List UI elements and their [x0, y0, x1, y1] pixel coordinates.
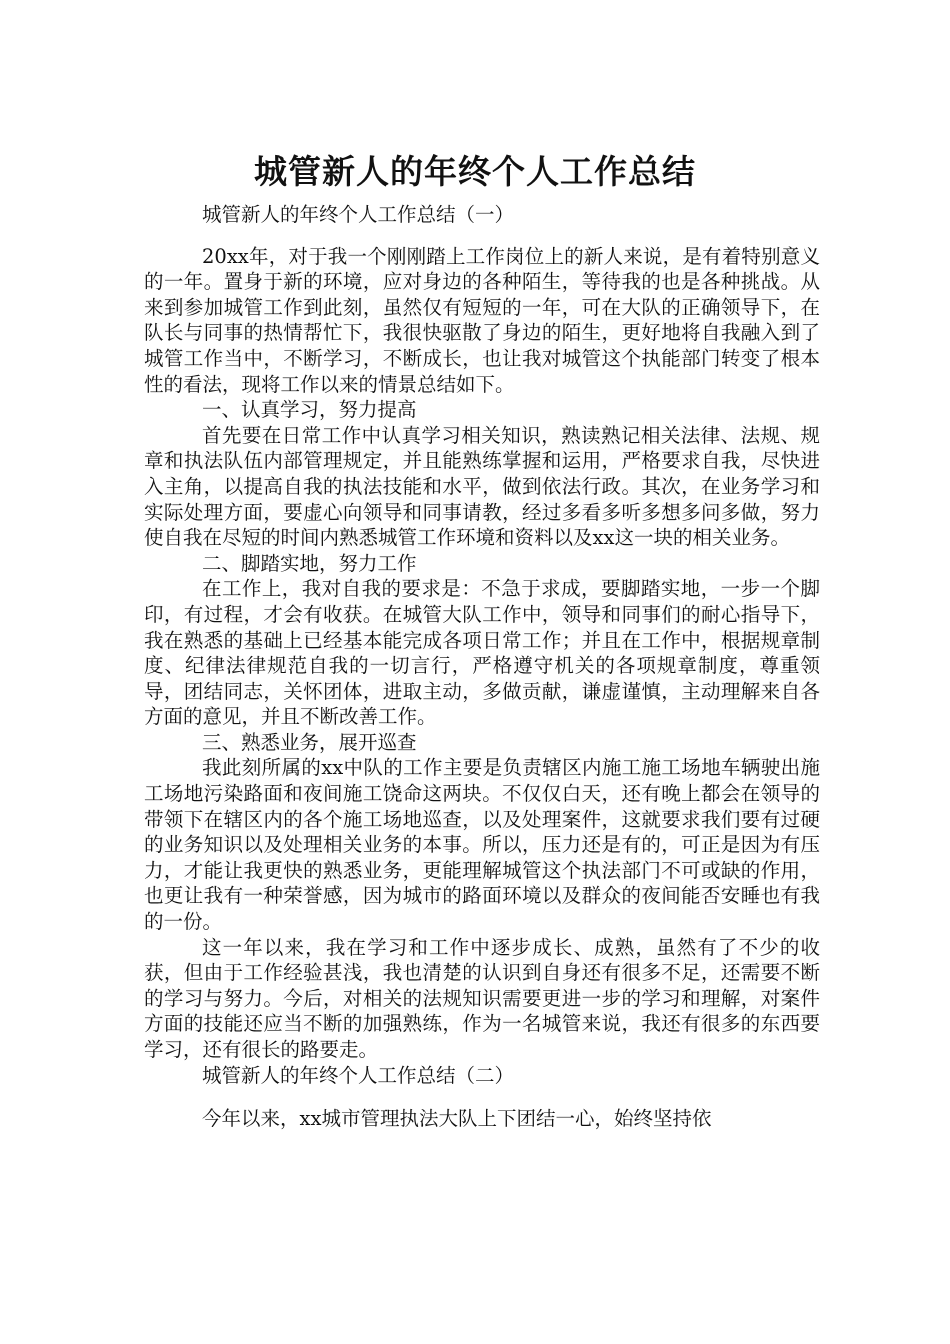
paragraph: 这一年以来，我在学习和工作中逐步成长、成熟，虽然有了不少的收获，但由于工作经验甚浅，我也清楚的认识到自身还有很多不足，还需要不断的学习与努力。今后，对相关的法规知识需要更进一步的学习和理解，对案件方面的技能还应当不断的加强熟练，作为一名城管来说，我还有很多的东西要学习，还有很长的路要走。	[144, 935, 820, 1061]
document-body	[144, 196, 820, 1132]
paragraph: 首先要在日常工作中认真学习相关知识，熟读熟记相关法律、法规、规章和执法队伍内部管理规定，并且能熟练掌握和运用，严格要求自我，尽快进入主角，以提高自我的执法技能和水平，做到依法行政。其次，在业务学习和实际处理方面，要虚心向领导和同事请教，经过多看多听多想多问多做，努力使自我在尽短的时间内熟悉城管工作环境和资料以及xx这一块的相关业务。	[144, 423, 820, 550]
section-subtitle: 城管新人的年终个人工作总结（一）	[202, 203, 515, 226]
section-heading: 二、脚踏实地，努力工作	[202, 551, 417, 575]
section-heading: 三、熟悉业务，展开巡查	[202, 730, 417, 754]
paragraph: 我此刻所属的xx中队的工作主要是负责辖区内施工施工场地车辆驶出施工场地污染路面和夜间施工饶命这两块。不仅仅白天，还有晚上都会在领导的带领下在辖区内的各个施工场地巡查，以及处理案件，这就要求我们要有过硬的业务知识以及处理相关业务的本事。所以，压力还是有的，可正是因为有压力，才能让我更快的熟悉业务，更能理解城管这个执法部门不可或缺的作用，也更让我有一种荣誉感，因为城市的路面环境以及群众的夜间能否安睡也有我的一份。	[144, 756, 820, 934]
paragraph: 20xx年，对于我一个刚刚踏上工作岗位上的新人来说，是有着特别意义的一年。置身于新的环境，应对身边的各种陌生，等待我的也是各种挑战。从来到参加城管工作到此刻，虽然仅有短短的一年，可在大队的正确领导下，在队长与同事的热情帮忙下，我很快驱散了身边的陌生，更好地将自我融入到了城管工作当中，不断学习，不断成长，也让我对城管这个执能部门转变了根本性的看法，现将工作以来的情景总结如下。	[144, 244, 820, 396]
section-heading: 一、认真学习，努力提高	[202, 398, 417, 422]
document-title: 城管新人的年终个人工作总结	[254, 152, 696, 192]
paragraph: 今年以来，xx城市管理执法大队上下团结一心，始终坚持依	[202, 1107, 712, 1131]
paragraph: 在工作上，我对自我的要求是：不急于求成，要脚踏实地，一步一个脚印，有过程，才会有收获。在城管大队工作中，领导和同事们的耐心指导下，我在熟悉的基础上已经基本能完成各项日常工作；并且在工作中，根据规章制度、纪律法律规范自我的一切言行，严格遵守机关的各项规章制度，尊重领导，团结同志，关怀团体，进取主动，多做贡献，谦虚谨慎，主动理解来自各方面的意见，并且不断改善工作。	[144, 577, 820, 729]
section-subtitle: 城管新人的年终个人工作总结（二）	[202, 1063, 515, 1087]
